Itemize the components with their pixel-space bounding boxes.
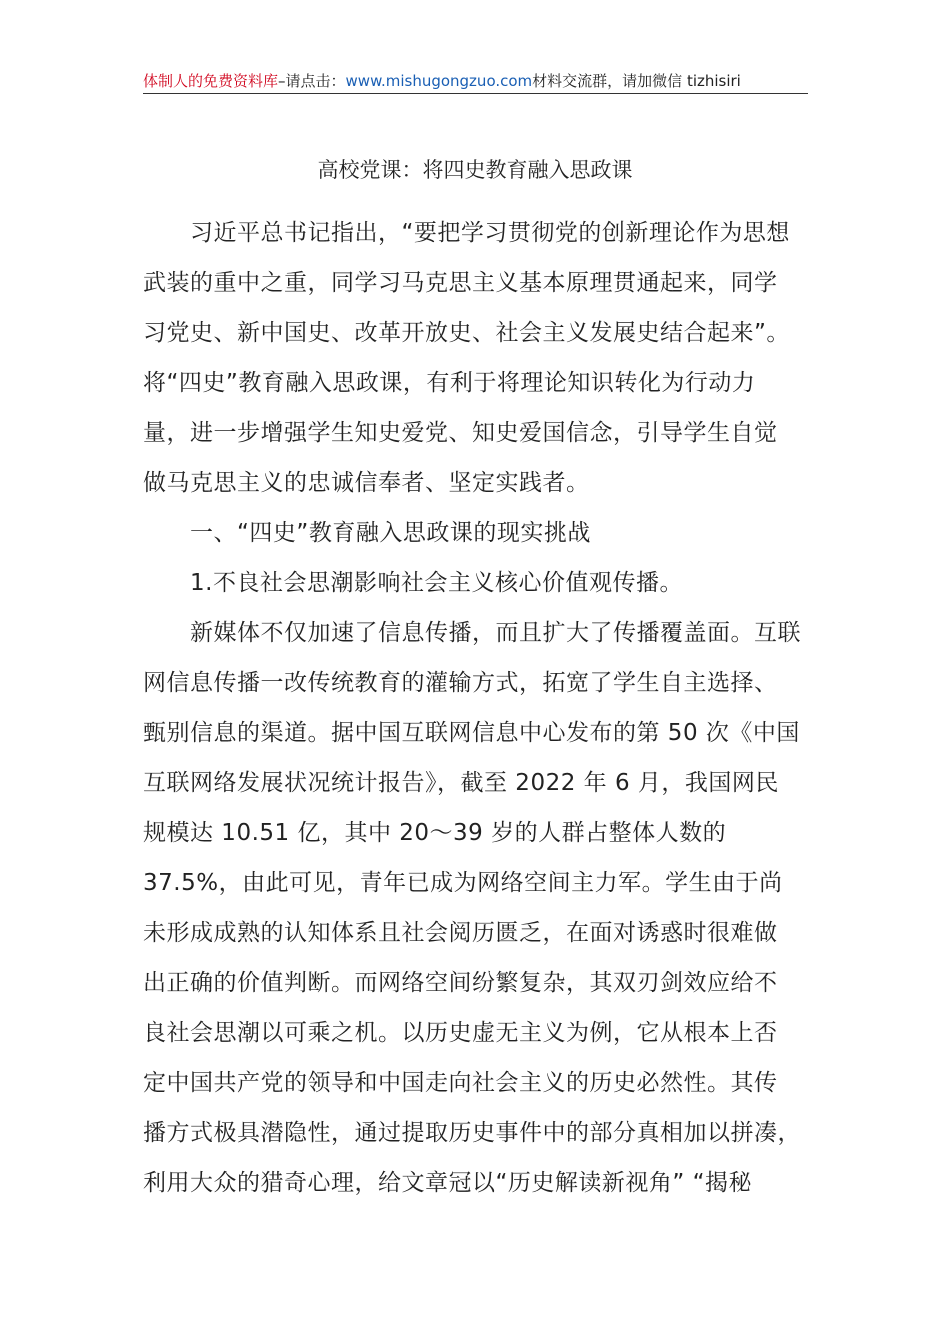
body-line: 良社会思潮以可乘之机。以历史虚无主义为例，它从根本上否 <box>143 1020 778 1046</box>
body-line: 网信息传播一改传统教育的灌输方式，拓宽了学生自主选择、 <box>143 670 778 696</box>
body-line: 37.5%，由此可见，青年已成为网络空间主力军。学生由于尚 <box>143 870 783 896</box>
body-line: 播方式极具潜隐性，通过提取历史事件中的部分真相加以拼凑， <box>143 1120 801 1146</box>
header-prompt: –请点击： <box>278 72 346 90</box>
body-line: 出正确的价值判断。而网络空间纷繁复杂，其双刃剑效应给不 <box>143 970 778 996</box>
body-line: 武装的重中之重，同学习马克思主义基本原理贯通起来，同学 <box>143 270 778 296</box>
body-line: 未形成成熟的认知体系且社会阅历匮乏，在面对诱惑时很难做 <box>143 920 778 946</box>
body-line: 量，进一步增强学生知史爱党、知史爱国信念，引导学生自觉 <box>143 420 778 446</box>
header-brand: 体制人的免费资料库 <box>143 72 279 90</box>
document-title: 高校党课：将四史教育融入思政课 <box>317 158 633 182</box>
body-line: 互联网络发展状况统计报告》，截至 2022 年 6 月，我国网民 <box>143 770 779 796</box>
header-divider <box>143 93 808 94</box>
body-line: 将“四史”教育融入思政课，有利于将理论知识转化为行动力 <box>143 370 756 396</box>
body-line: 利用大众的猎奇心理，给文章冠以“历史解读新视角” “揭秘 <box>143 1170 753 1196</box>
body-line: 新媒体不仅加速了信息传播，而且扩大了传播覆盖面。互联 <box>143 620 801 646</box>
body-line: 习近平总书记指出，“要把学习贯彻党的创新理论作为思想 <box>143 220 790 246</box>
section-heading: 一、“四史”教育融入思政课的现实挑战 <box>143 520 591 546</box>
body-line: 做马克思主义的忠诚信奉者、坚定实践者。 <box>143 470 590 496</box>
page-header <box>143 70 808 94</box>
header-url-link[interactable]: www.mishugongzuo.com <box>345 72 533 90</box>
body-line: 甄别信息的渠道。据中国互联网信息中心发布的第 50 次《中国 <box>143 720 800 746</box>
body-line: 规模达 10.51 亿，其中 20～39 岁的人群占整体人数的 <box>143 820 727 846</box>
body-line: 定中国共产党的领导和中国走向社会主义的历史必然性。其传 <box>143 1070 778 1096</box>
header-tail: 材料交流群，请加微信 tizhisiri <box>532 72 741 90</box>
subsection-heading: 1.不良社会思潮影响社会主义核心价值观传播。 <box>143 570 683 596</box>
body-line: 习党史、新中国史、改革开放史、社会主义发展史结合起来”。 <box>143 320 790 346</box>
